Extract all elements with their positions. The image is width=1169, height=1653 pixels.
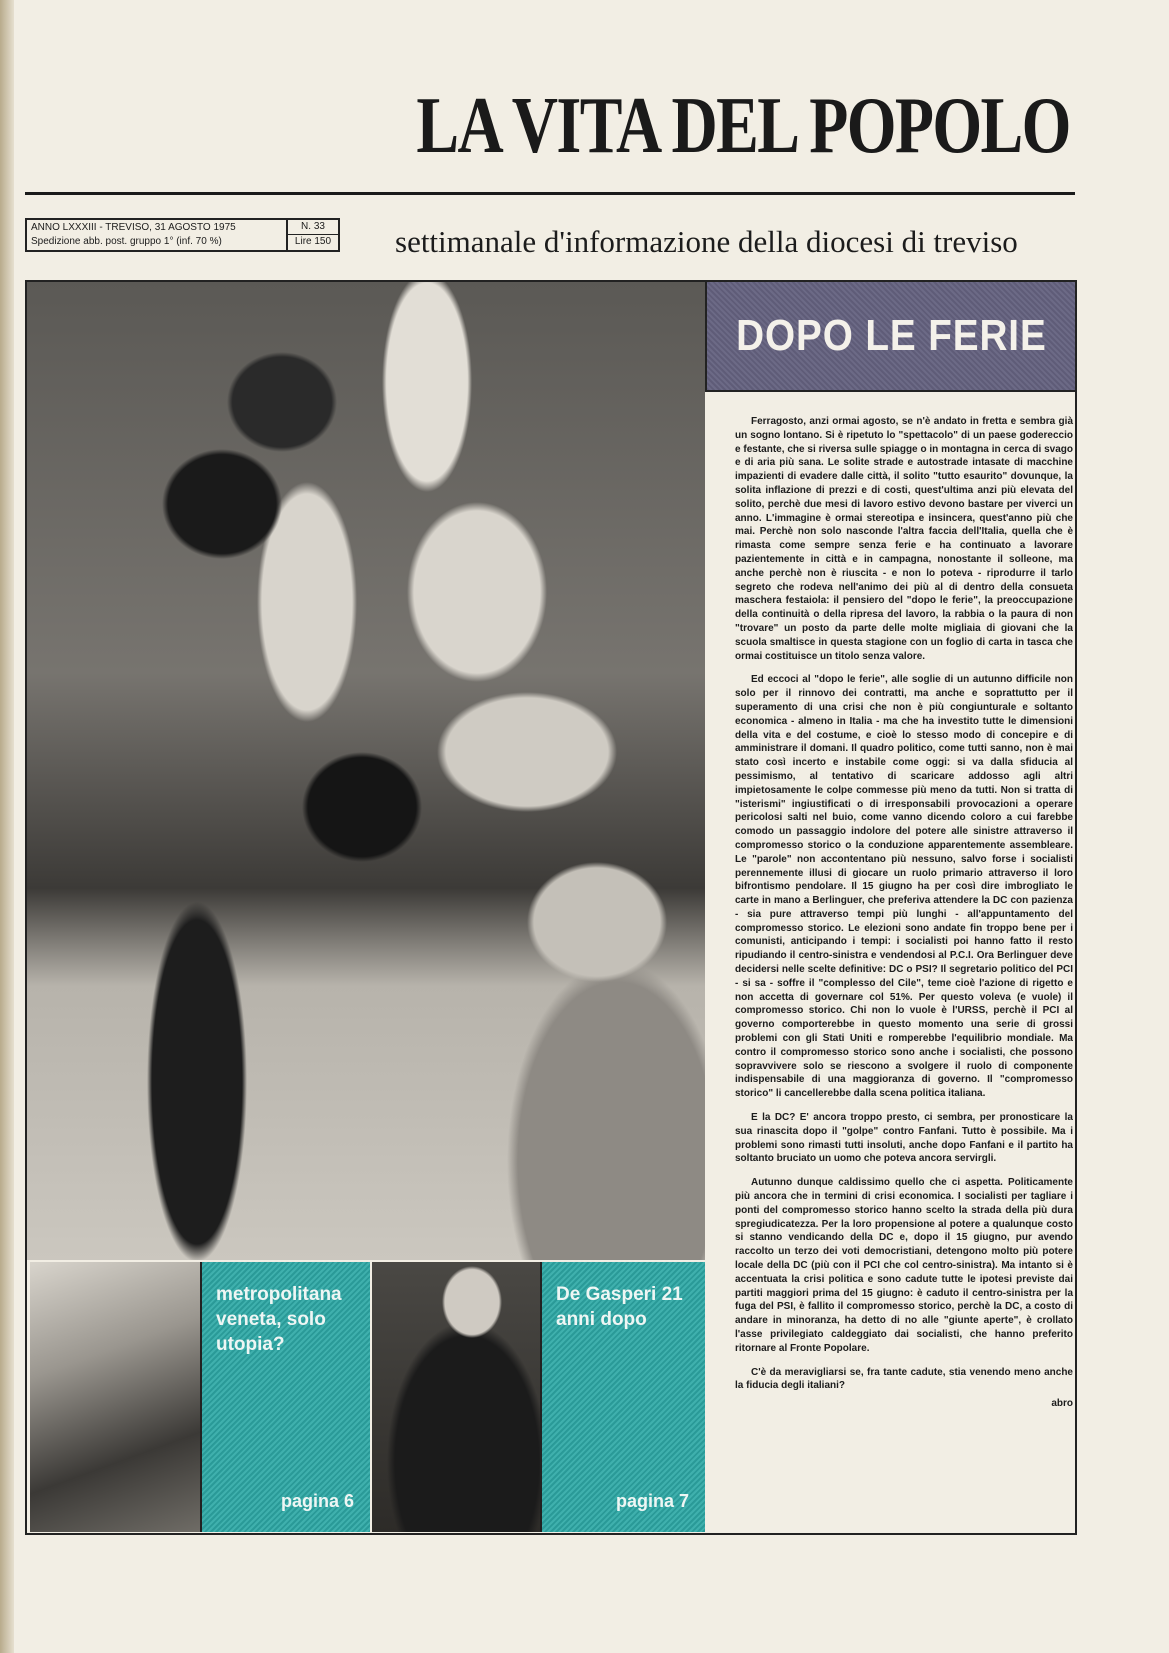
article-signature: abro <box>1051 1398 1073 1410</box>
article-paragraph: C'è da meravigliarsi se, fra tante cadute, stia venendo meno anche la fiducia degli italiani? <box>735 1366 1073 1392</box>
teaser-title: metropolitana veneta, solo utopia? <box>216 1284 342 1355</box>
article-title: DOPO LE FERIE <box>735 311 1047 360</box>
balloon-seller-photo <box>27 282 705 1260</box>
issue-info-box <box>25 218 340 252</box>
teaser-title: De Gasperi 21 anni dopo <box>556 1284 683 1330</box>
teaser-de-gasperi[interactable] <box>540 1262 705 1532</box>
article-paragraph: Ferragosto, anzi ormai agosto, se n'è andato in fretta e sembra già un sogno lontano. Si è ripetuto lo "spettacolo" di un paese godereccio e festante, che si riversa sulle spiagge o in montagna in cerca di svago e di aria più sana. Le solite strade e autostrade intasate di macchine impazienti di evadere dalle città, il solito "tutto esaurito" dovunque, la solita inflazione di prezzi e di costi, quest'ultima anzi più elevata del solito, perchè due mesi di lavoro estivo devono bastare per viverci un anno. L'immagine è ormai stereotipa e insincera, quest'anno più che mai. Perchè non solo nasconde l'altra faccia dell'Italia, quella che è rimasta come sempre senza ferie e ha continuato a lavorare pazientemente in città e in campagna, nonostante il solleone, ma anche perchè non è riuscita - e non lo poteva - riprodurre il tarlo segreto che rodeva nell'animo dei più al di dentro della consueta maschera festaiola: il pensiero del "dopo le ferie", la preoccupazione della continuità o della ripresa del lavoro, la rabbia o la paura di non "trovare" un posto da parte delle molte migliaia di giovani che la scuola smaltisce in questa stagione con un foglio di carta in tasca che ormai costituisce un titolo senza valore. <box>735 416 1073 662</box>
masthead-rule <box>25 192 1075 195</box>
editorial-article <box>735 415 1073 1411</box>
issue-price: Lire 150 <box>294 236 332 247</box>
issue-number: N. 33 <box>288 220 338 235</box>
masthead-title: LA VITA DEL POPOLO <box>416 82 1070 170</box>
article-paragraph: Ed eccoci al "dopo le ferie", alle soglie di un autunno difficile non solo per il rinnovo dei contratti, ma anche e soprattutto per il superamento di una crisi che non è più congiunturale e soltanto economica - almeno in Italia - ma che ha investito tutte le dimensioni della vita e del costume, e cioè lo stesso modo di concepire e di amministrare il domani. Il quadro politico, come tutti sanno, non è mai stato così incerto e instabile come oggi: si va dalla sfiducia al pessimismo, al tentativo di scaricare addosso agli altri impietosamente le colpe commesse più meno da tutti. Non si tratta di "isterismi" ingiustificati o di irresponsabili provocazioni a operare pericolosi salti nel buio, come vanno dicendo coloro a cui farebbe comodo un passaggio indolore del potere alle sinistre attraverso il compromesso storico o la conduzione apparentemente assembleare. Le "parole" non accontentano più nessuno, salvo forse i socialisti perennemente illusi di giocare un ruolo primario attraverso il loro bifrontismo pendolare. Il 15 giugno ha per così dire imbrogliato le carte in mano a Berlinguer, che preferiva attendere la DC con pazienza - sia pure attraverso tempi più lunghi - all'appuntamento del compromesso storico. Le elezioni sono andate fin troppo bene per i comunisti, anticipando i tempi: i socialisti poi hanno fatto il resto ripudiando il centro-sinistra e vendendosi al P.C.I. Ora Berlinguer deve decidersi nelle scelte definitive: DC o PSI? Il segretario politico del PCI - si sa - soffre il "complesso del Cile", teme cioè l'azione di rigetto e non accetta di governare col 51%. Per questo voleva (e vuole) il compromesso storico. Chi non lo vuole è l'URSS, perchè il PCI al governo comporterebbe in questo momento una serie di grossi problemi con gli Stati Uniti e romperebbe l'equilibrio mondiale. Ma contro il compromesso storico sono anche i socialisti, che possono sopravvivere solo se riescono a svolgere il ruolo di componente indispensabile di una maggioranza di governo. Il "compromesso storico" li cancellerebbe dalla scena politica italiana. <box>735 674 1073 1100</box>
article-paragraph: Autunno dunque caldissimo quello che ci aspetta. Politicamente più ancora che in termini di crisi economica. I socialisti per tagliare i ponti del compromesso storico hanno scelto la strada della più dura spregiudicatezza. Per la loro propensione al potere a qualunque costo si stanno vendicando della DC e, dopo il 15 giugno, pur avendo raccolto un terzo dei voti democristiani, detengono molto più potere locale della DC (più con il PCI che col centro-sinistra). Ma intanto si è accentuata la crisi politica e sono cadute tutte le ipotesi previste dai partiti maggiori prima del 15 giugno: è caduto il centro-sinistra per la fuga del PSI, è fallito il compromesso storico, perchè la DC, a costo di andare in minoranza, ha detto di no alle "giunte aperte", è crollato l'asse privilegiato caldeggiato dai socialisti, che hanno preferito ritornare al Fronte Popolare. <box>735 1177 1073 1354</box>
teaser-page: pagina 7 <box>615 1491 689 1511</box>
teaser-metropolitana[interactable] <box>200 1262 370 1532</box>
de-gasperi-photo <box>372 1262 540 1532</box>
article-title-box <box>705 282 1075 392</box>
railway-workers-photo <box>30 1262 200 1532</box>
binding-edge <box>0 0 14 1653</box>
teaser-page: pagina 6 <box>280 1491 354 1511</box>
masthead-subtitle: settimanale d'informazione della diocesi di treviso <box>395 224 1018 259</box>
postal-info: Spedizione abb. post. gruppo 1° (inf. 70 %) <box>31 236 222 247</box>
issue-year-date: ANNO LXXXIII - TREVISO, 31 AGOSTO 1975 <box>31 222 236 233</box>
article-paragraph: E la DC? E' ancora troppo presto, ci sembra, per pronosticare la sua rinascita dopo il "golpe" contro Fanfani. Tutto è possibile. Ma i problemi sono rimasti tutti insoluti, anche dopo Fanfani e il partito ha soltanto bruciato un uomo che poteva ancora servirgli. <box>735 1112 1073 1165</box>
